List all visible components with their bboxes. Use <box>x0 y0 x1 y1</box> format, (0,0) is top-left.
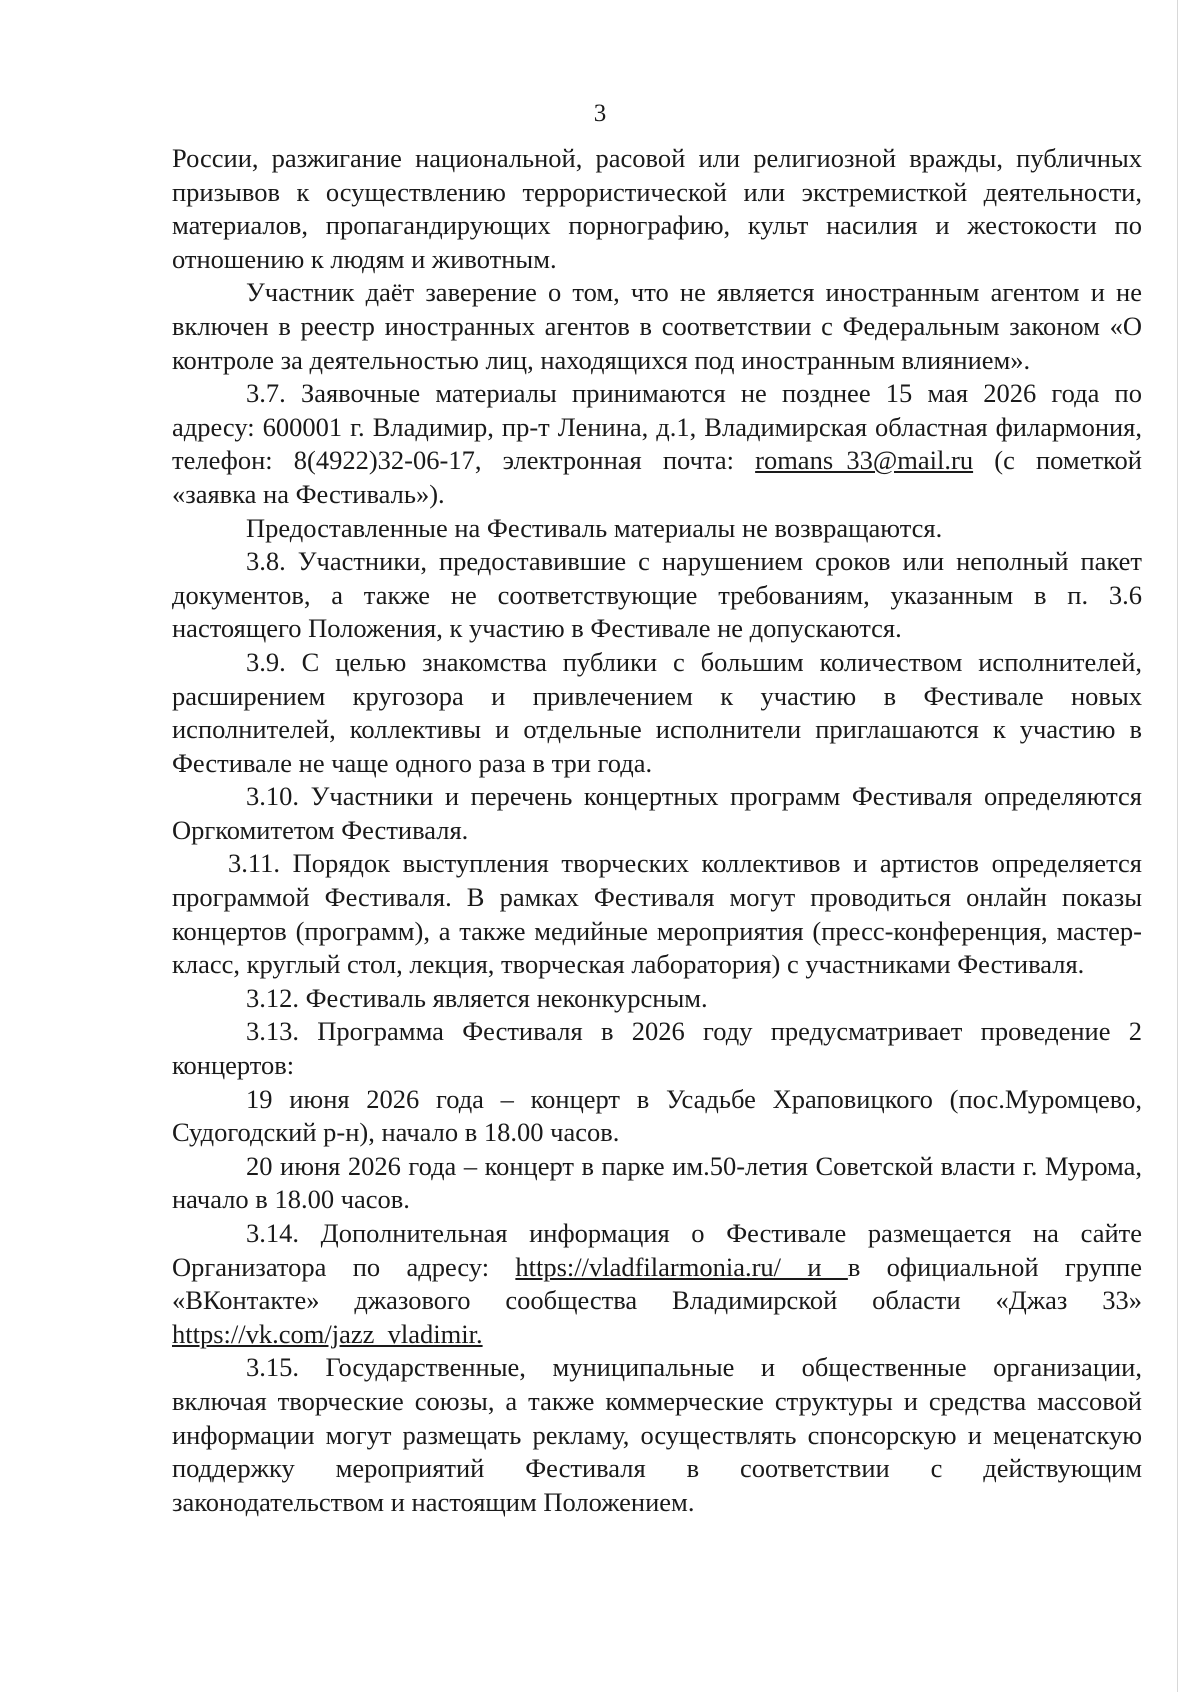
paragraph-3-14 <box>172 1217 1142 1351</box>
paragraph-3-10: 3.10. Участники и перечень концертных программ Фестиваля определяются Оргкомитетом Фестиваля. <box>172 781 1142 845</box>
paragraph-3-13: 3.13. Программа Фестиваля в 2026 году предусматривает проведение 2 концертов: <box>172 1016 1142 1081</box>
vk-group-link[interactable]: https://vk.com/jazz_vladimir. <box>172 1318 483 1349</box>
scan-edge-line <box>1177 0 1178 1692</box>
paragraph-3-12: 3.12. Фестиваль является неконкурсным. <box>246 982 708 1013</box>
paragraph-3-7 <box>172 377 1142 511</box>
paragraph-3-14-text: 3.14. Дополнительная информация о Фестивале размещается на сайте Организатора по адресу: <box>172 1218 1142 1282</box>
paragraph-3-14-mid: в официальной группе «ВКонтакте» джазового сообщества Владимирской области «Джаз 33» <box>172 1251 1142 1316</box>
paragraph-concert-june-20: 20 июня 2026 года – концерт в парке им.50-летия Советской власти г. Мурома, начало в 18.00 часов. <box>172 1150 1142 1215</box>
paragraph-3-8: 3.8. Участники, предоставившие с нарушением сроков или неполный пакет документов, а также не соответствующие требованиям, указанным в п. 3.6 настоящего Положения, к участию в Фестивале не допускаются. <box>172 546 1142 644</box>
paragraph-3-15: 3.15. Государственные, муниципальные и общественные организации, включая творческие союзы, а также коммерческие структуры и средства массовой информации могут размещать рекламу, осуществлять спонсорскую и меценатскую поддержку мероприятий Фестиваля в соответствии с действующим законодательством и настоящим Положением. <box>172 1352 1142 1517</box>
paragraph-concert-june-19: 19 июня 2026 года – концерт в Усадьбе Храповицкого (пос.Муромцево, Судогодский р-н), начало в 18.00 часов. <box>172 1083 1142 1148</box>
document-body <box>172 142 1142 1519</box>
paragraph-3-7-tail: (с пометкой «заявка на Фестиваль»). <box>172 445 1142 509</box>
paragraph-materials-not-returned: Предоставленные на Фестиваль материалы не возвращаются. <box>246 512 943 543</box>
paragraph-prohibited-content: России, разжигание национальной, расовой или религиозной вражды, публичных призывов к осуществлению террористической или экстремисткой деятельности, материалов, пропагандирующих порнографию, культ насилия и жестокости по отношению к людям и животным. <box>172 143 1142 274</box>
page-number: 3 <box>593 100 607 127</box>
paragraph-3-7-text: 3.7. Заявочные материалы принимаются не позднее 15 мая 2026 года по адресу: 600001 г. Владимир, пр-т Ленина, д.1, Владимирская областная филармония, телефон: 8(4922)32-06-17, электронная почта: <box>172 378 1142 476</box>
website-link[interactable]: https://vladfilarmonia.ru/ и <box>515 1251 848 1282</box>
email-link[interactable]: romans_33@mail.ru <box>755 445 974 476</box>
paragraph-3-11: 3.11. Порядок выступления творческих коллективов и артистов определяется программой Фестиваля. В рамках Фестиваля могут проводиться онлайн показы концертов (программ), а также медийные мероприятия (пресс-конференция, мастер-класс, круглый стол, лекция, творческая лаборатория) с участниками Фестиваля. <box>172 848 1142 980</box>
paragraph-3-9: 3.9. С целью знакомства публики с большим количеством исполнителей, расширением кругозора и привлечением к участию в Фестивале новых исполнителей, коллективы и отдельные исполнители приглашаются к участию в Фестивале не чаще одного раза в три года. <box>172 646 1142 778</box>
paragraph-foreign-agent: Участник даёт заверение о том, что не является иностранным агентом и не включен в реестр иностранных агентов в соответствии с Федеральным законом «О контроле за деятельностью лиц, находящихся под иностранным влиянием». <box>172 277 1142 375</box>
